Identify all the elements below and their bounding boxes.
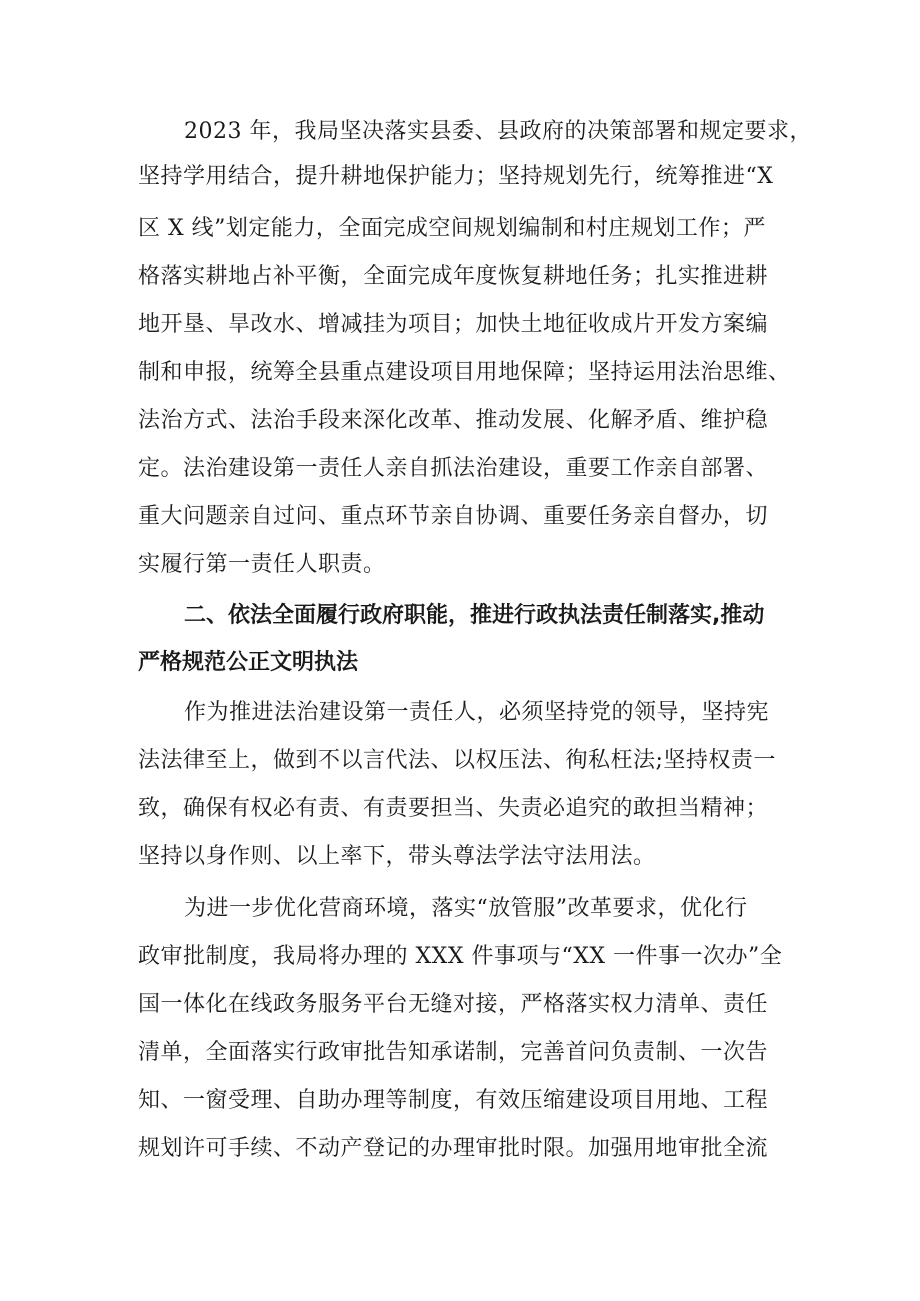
- paragraph-3-line-3: 国一体化在线政务服务平台无缝对接，严格落实权力清单、责任: [138, 992, 769, 1017]
- paragraph-1-line-5: 地开垦、旱改水、增减挂为项目；加快土地征收成片开发方案编: [138, 312, 769, 337]
- paragraph-2-line-1: 作为推进法治建设第一责任人，必须坚持党的领导，坚持宪: [184, 700, 770, 725]
- paragraph-2-line-4: 坚持以身作则、以上率下，带头尊法学法守法用法。: [138, 844, 656, 869]
- paragraph-1-line-4: 格落实耕地占补平衡，全面完成年度恢复耕地任务；扎实推进耕: [138, 264, 769, 289]
- paragraph-3-line-2: 政审批制度，我局将办理的 XXX 件事项与“XX 一件事一次办”全: [138, 944, 783, 969]
- paragraph-3-line-4: 清单，全面落实行政审批告知承诺制，完善首问负责制、一次告: [138, 1040, 769, 1065]
- paragraph-1-line-8: 定。法治建设第一责任人亲自抓法治建设，重要工作亲自部署、: [138, 456, 769, 481]
- paragraph-3-line-5: 知、一窗受理、自助办理等制度，有效压缩建设项目用地、工程: [138, 1088, 769, 1113]
- paragraph-1-line-10: 实履行第一责任人职责。: [138, 552, 386, 577]
- section-heading-line-2: 严格规范公正文明执法: [138, 650, 359, 675]
- paragraph-1-line-7: 法治方式、法治手段来深化改革、推动发展、化解矛盾、维护稳: [138, 408, 769, 433]
- paragraph-3-line-6: 规划许可手续、不动产登记的办理审批时限。加强用地审批全流: [138, 1136, 769, 1161]
- paragraph-1-line-2: 坚持学用结合，提升耕地保护能力；坚持规划先行，统筹推进“X: [138, 164, 774, 189]
- paragraph-2-line-3: 致，确保有权必有责、有责要担当、失责必追究的敢担当精神；: [138, 796, 769, 821]
- paragraph-1-line-3: 区 X 线”划定能力，全面完成空间规划编制和村庄规划工作；严: [138, 216, 766, 241]
- paragraph-1-line-1: 2023 年，我局坚决落实县委、县政府的决策部署和规定要求，: [184, 119, 812, 144]
- paragraph-3-line-1: 为进一步优化营商环境，落实“放管服”改革要求，优化行: [184, 896, 748, 921]
- paragraph-1-line-6: 制和申报，统筹全县重点建设项目用地保障；坚持运用法治思维、: [138, 360, 791, 385]
- section-heading-line-1: 二、依法全面履行政府职能，推进行政执法责任制落实,推动: [184, 603, 765, 628]
- paragraph-2-line-2: 法法律至上，做到不以言代法、以权压法、徇私枉法;坚持权责一: [138, 748, 776, 773]
- paragraph-1-line-9: 重大问题亲自过问、重点环节亲自协调、重要任务亲自督办，切: [138, 504, 769, 529]
